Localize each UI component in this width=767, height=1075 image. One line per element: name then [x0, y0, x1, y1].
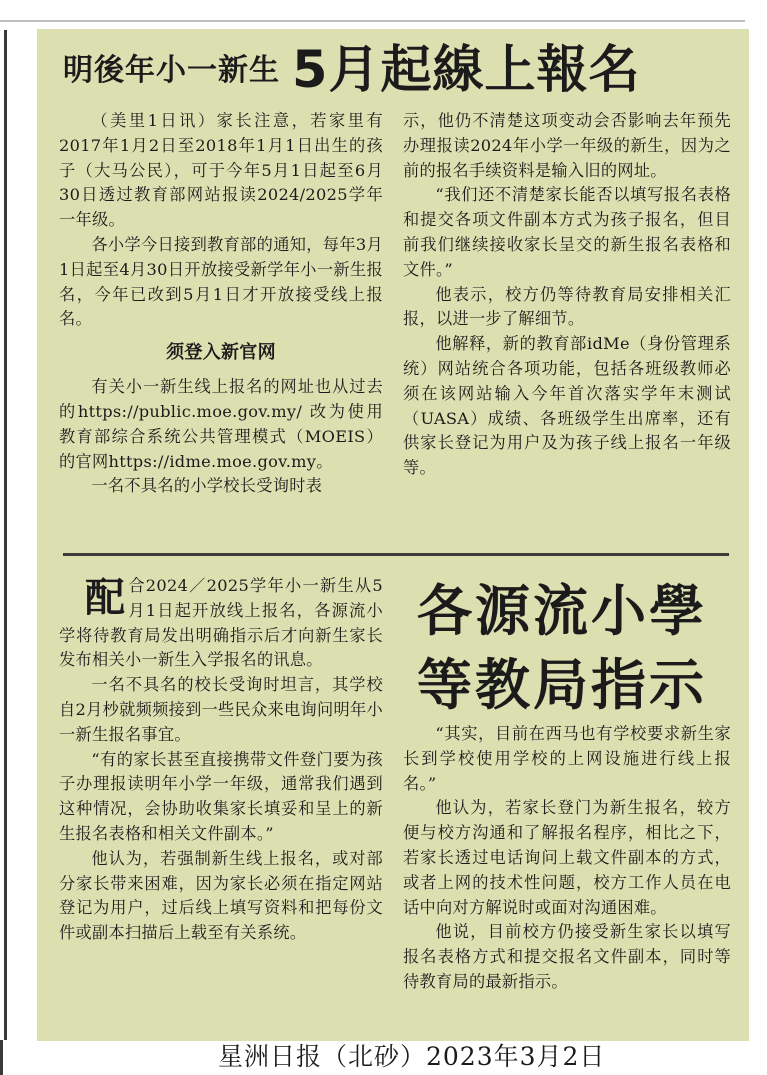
headline-bottom-line-2: 等教局指示 [417, 653, 708, 717]
paragraph: “我们还不清楚家长能否以填写报名表格和提交各项文件副本方式为孩子报名，但目前我们继续接收家长呈交的新生报名表格和文件。” [403, 185, 731, 279]
paragraph: 有关小一新生线上报名的网址也从过去的https://public.moe.gov.my/ 改为使用教育部综合系统公共管理模式（MOEIS）的官网https://idme.moe.gov.my。 [59, 377, 383, 471]
paragraph: 他认为，若强制新生线上报名，或对部分家长带来困难，因为家长必须在指定网站登记为用户，过后线上填写资料和把每份文件或副本扫描后上载至有关系统。 [59, 848, 383, 943]
news-clipping-panel [37, 29, 749, 1041]
adjacent-column-edge [4, 30, 7, 1040]
paragraph: 一名不具名的校长受询时坦言，其学校自2月杪就频频接到一些民众来电询问明年小一新生报名事宜。 [59, 675, 383, 744]
paragraph: “有的家长甚至直接携带文件登门要为孩子办理报读明年小学一年级，通常我们遇到这种情况，会协助收集家长填妥和呈上的新生报名表格和相关文件副本。” [59, 749, 383, 843]
paragraph: 他表示，校方仍等待教育局安排相关汇报，以进一步了解细节。 [403, 284, 731, 329]
drop-cap: 配 [85, 575, 126, 621]
headline-top-kicker: 明後年小一新生 [63, 53, 280, 88]
lead-text: 合2024／2025学年小一新生从5月1日起开放线上报名，各源流小学将待教育局发出明确指示后才向新生家长发布相关小一新生入学报名的讯息。 [59, 576, 383, 670]
subheading: 须登入新官网 [166, 342, 276, 364]
adjacent-column-edge-bottom [0, 1040, 3, 1075]
top-divider [0, 20, 745, 22]
paragraph: 他说，目前校方仍接受新生家长以填写报名表格方式和提交报名文件副本，同时等待教育局的最新指示。 [403, 922, 731, 991]
paragraph: “其实，目前在西马也有学校要求新生家长到学校使用学校的上网设施进行线上报名。” [403, 724, 731, 793]
headline-top-main: 5月起線上報名 [292, 41, 641, 100]
paragraph: 示，他仍不清楚这项变动会否影响去年预先办理报读2024年小学一年级的新生，因为之前的报名手续资料是输入旧的网址。 [403, 111, 731, 180]
paragraph: （美里1日讯）家长注意，若家里有2017年1月2日至2018年1月1日出生的孩子（大马公民），可于今年5月1日起至6月30日透过教育部网站报读2024/2025学年一年级。 [59, 111, 383, 230]
article2-column-1 [59, 574, 383, 946]
paragraph: 各小学今日接到教育部的通知，每年3月1日起至4月30日开放接受新学年小一新生报名，今年已改到5月1日才开放接受线上报名。 [59, 234, 383, 329]
article2-column-2 [403, 722, 731, 995]
source-caption: 星洲日报（北砂）2023年3月2日 [218, 1042, 606, 1071]
lead-paragraph [59, 574, 383, 673]
paragraph: 他认为，若家长登门为新生报名，较方便与校方沟通和了解报名程序，相比之下，若家长透过电话询问上载文件副本的方式，或者上网的技术性问题，校方工作人员在电话中向对方解说时或面对沟通困难。 [403, 798, 731, 917]
paragraph: 一名不具名的小学校长受询时表 [91, 476, 323, 496]
article-divider [63, 553, 729, 556]
article1-column-2 [403, 109, 731, 481]
headline-bottom [417, 574, 737, 722]
headline-bottom-line-1: 各源流小學 [417, 579, 708, 643]
headline-top [63, 41, 641, 101]
article1-column-1 [59, 109, 383, 499]
paragraph: 他解释，新的教育部idMe（身份管理系统）网站统合各项功能，包括各班级教师必须在该网站输入今年首次落实学年末测试（UASA）成绩、各班级学生出席率，还有供家长登记为用户及为孩子线上报名一年级等。 [403, 334, 731, 478]
